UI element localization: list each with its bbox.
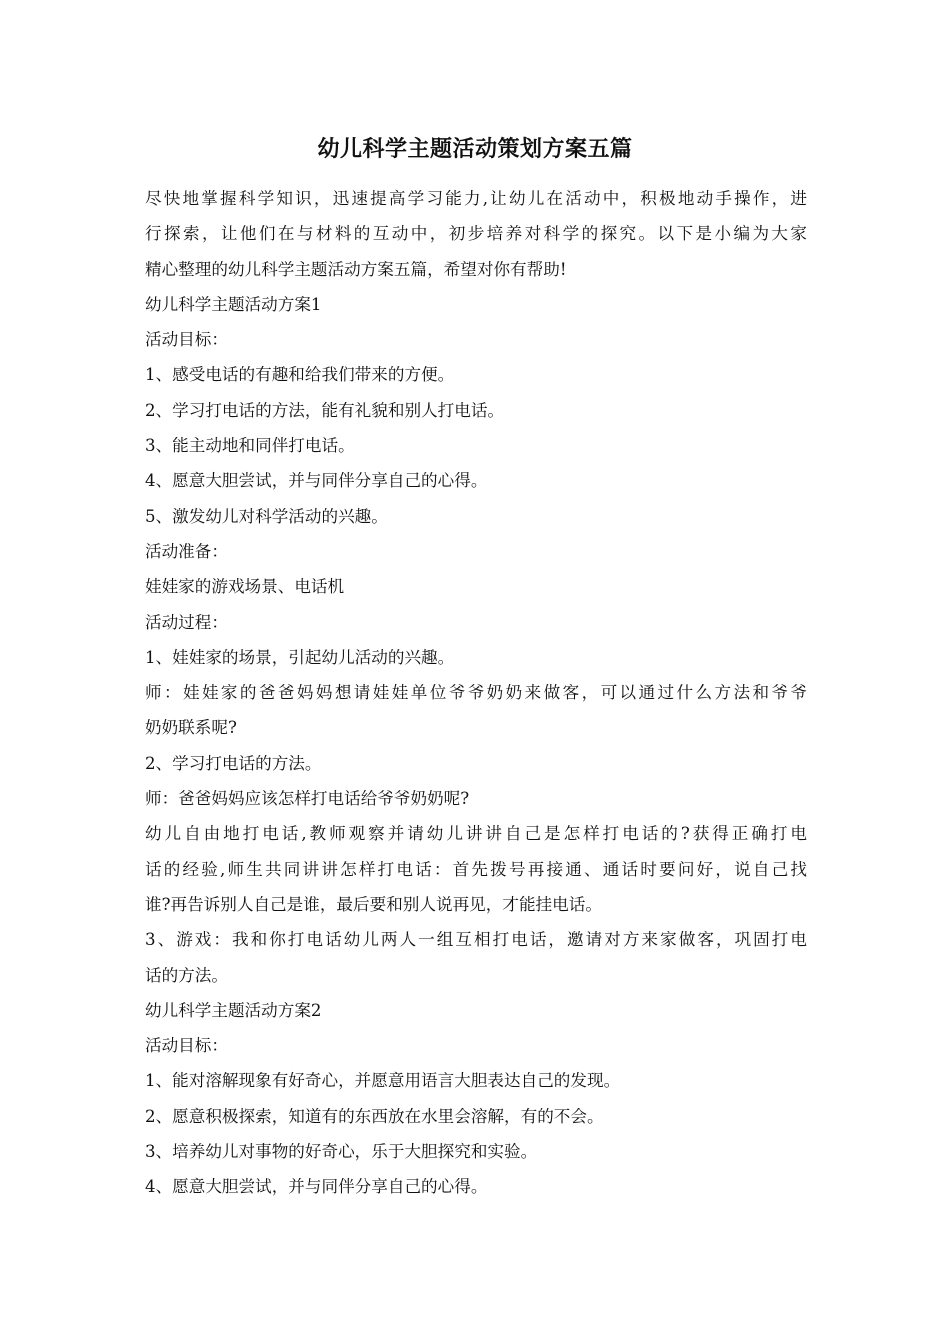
paragraph-line: 幼儿自由地打电话,教师观察并请幼儿讲讲自己是怎样打电话的?获得正确打电 [145,824,807,844]
paragraph-line: 奶奶联系呢? [145,718,237,738]
list-item: 2、愿意积极探索，知道有的东西放在水里会溶解，有的不会。 [145,1106,604,1126]
subheading: 活动目标： [145,330,228,350]
document-title: 幼儿科学主题活动策划方案五篇 [317,136,633,162]
paragraph-line: 师：娃娃家的爸爸妈妈想请娃娃单位爷爷奶奶来做客，可以通过什么方法和爷爷 [145,683,807,703]
list-item: 3、培养幼儿对事物的好奇心，乐于大胆探究和实验。 [145,1142,538,1162]
subheading: 活动过程： [145,612,228,632]
list-item: 3、游戏：我和你打电话幼儿两人一组互相打电话，邀请对方来家做客，巩固打电 [145,930,807,950]
list-item: 4、愿意大胆尝试，并与同伴分享自己的心得。 [145,1177,488,1197]
paragraph-line: 精心整理的幼儿科学主题活动方案五篇，希望对你有帮助! [145,259,567,279]
list-item: 2、学习打电话的方法。 [145,753,322,773]
list-item: 1、能对溶解现象有好奇心，并愿意用语言大胆表达自己的发现。 [145,1071,621,1091]
list-item: 4、愿意大胆尝试，并与同伴分享自己的心得。 [145,471,488,491]
paragraph-line: 话的方法。 [145,965,228,985]
document-body [145,181,807,1205]
subheading: 活动目标： [145,1036,228,1056]
section-heading: 幼儿科学主题活动方案1 [145,294,322,314]
paragraph-line: 话的经验,师生共同讲讲怎样打电话：首先拨号再接通、通话时要问好，说自己找 [145,859,807,879]
list-item: 1、感受电话的有趣和给我们带来的方便。 [145,365,455,385]
paragraph-line: 师：爸爸妈妈应该怎样打电话给爷爷奶奶呢? [145,789,470,809]
list-item: 5、激发幼儿对科学活动的兴趣。 [145,506,388,526]
paragraph-line: 行探索，让他们在与材料的互动中，初步培养对科学的探究。以下是小编为大家 [145,224,807,244]
subheading: 活动准备： [145,541,228,561]
paragraph-line: 尽快地掌握科学知识，迅速提高学习能力,让幼儿在活动中，积极地动手操作，进 [145,189,807,208]
paragraph-line: 娃娃家的游戏场景、电话机 [145,577,345,597]
paragraph-line: 谁?再告诉别人自己是谁，最后要和别人说再见，才能挂电话。 [145,894,602,914]
section-heading: 幼儿科学主题活动方案2 [145,1000,322,1020]
list-item: 3、能主动地和同伴打电话。 [145,436,355,456]
list-item: 2、学习打电话的方法，能有礼貌和别人打电话。 [145,400,505,420]
list-item: 1、娃娃家的场景，引起幼儿活动的兴趣。 [145,647,455,667]
